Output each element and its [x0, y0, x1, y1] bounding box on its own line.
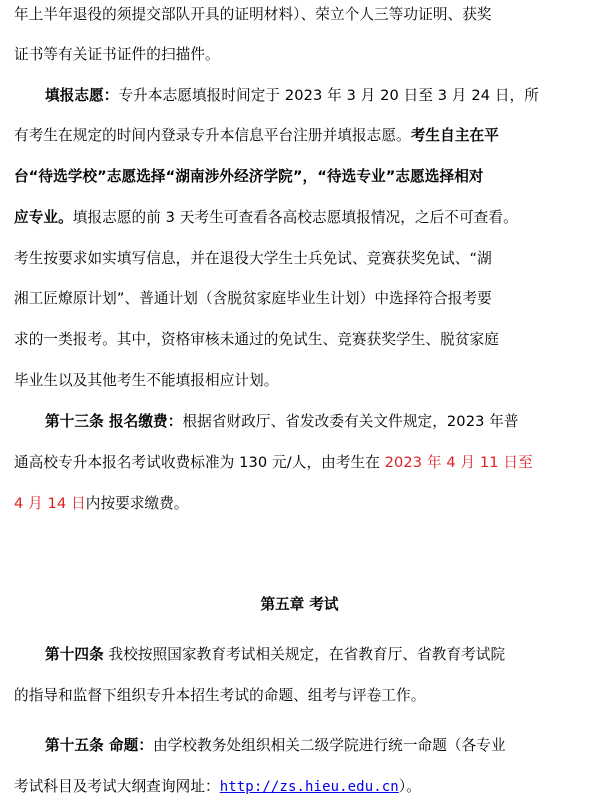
body-text: 考生按要求如实填写信息，并在退役大学生士兵免试、竞赛获奖免试、“湖: [14, 250, 492, 267]
paragraph-line: [14, 46, 220, 64]
paragraph-line: [14, 127, 499, 145]
highlighted-date: 2023 年 4 月 11 日至: [384, 454, 533, 471]
body-text: 证书等有关证书证件的扫描件。: [14, 46, 220, 63]
body-text: 湘工匠燎原计划”、普通计划（含脱贫家庭毕业生计划）中选择符合报考要: [14, 290, 492, 307]
paragraph-line: [45, 413, 519, 431]
paragraph-line: [14, 290, 492, 308]
body-text: 我校按照国家教育考试相关规定，在省教育厅、省教育考试院: [103, 646, 506, 663]
bold-text: 考生自主在平: [410, 127, 499, 144]
article-heading: 第十五条 命题：: [45, 737, 154, 754]
section-heading: 填报志愿：: [45, 87, 119, 104]
body-text: 专升本志愿填报时间定于 2023 年 3 月 20 日至 3 月 24 日，所: [118, 87, 539, 104]
highlighted-date: 4 月 14 日: [14, 495, 86, 512]
article-heading: 第十三条 报名缴费：: [45, 413, 183, 430]
body-text: 有考生在规定的时间内登录专升本信息平台注册并填报志愿。: [14, 127, 411, 144]
body-text: 根据省财政厅、省发改委有关文件规定，2023 年普: [182, 413, 519, 430]
paragraph-line: [45, 737, 506, 755]
paragraph-line: [14, 687, 425, 705]
body-text: 毕业生以及其他考生不能填报相应计划。: [14, 372, 279, 389]
body-text: 年上半年退役的须提交部队开具的证明材料）、荣立个人三等功证明、获奖: [14, 6, 492, 23]
body-text: 内按要求缴费。: [85, 495, 189, 512]
article-heading: 第十四条: [45, 646, 104, 663]
paragraph-line: [14, 250, 492, 268]
paragraph-line: [14, 6, 492, 24]
body-text: 求的一类报考。其中，资格审核未通过的免试生、竞赛获奖学生、脱贫家庭: [14, 331, 499, 348]
bold-text: 应专业。: [14, 209, 73, 226]
paragraph-line: [14, 454, 533, 472]
paragraph-line: [14, 372, 279, 390]
body-text: 填报志愿的前 3 天考生可查看各高校志愿填报情况，之后不可查看。: [72, 209, 518, 226]
body-text: ）。: [398, 778, 421, 795]
paragraph-line: [45, 87, 539, 105]
paragraph-line: [14, 778, 421, 796]
paragraph-line: [14, 168, 484, 186]
paragraph-line: [14, 331, 499, 349]
bold-text: 台“待选学校”志愿选择“湖南涉外经济学院”，“待选专业”志愿选择相对: [14, 168, 484, 185]
exam-info-link[interactable]: http://zs.hieu.edu.cn: [219, 779, 399, 795]
chapter-title: 第五章 考试: [260, 596, 339, 613]
paragraph-line: [14, 209, 518, 227]
paragraph-line: [14, 495, 189, 513]
paragraph-line: [45, 646, 505, 664]
body-text: 考试科目及考试大纲查询网址：: [14, 778, 220, 795]
body-text: 通高校专升本报名考试收费标准为 130 元/人，由考生在: [14, 454, 385, 471]
body-text: 由学校教务处组织相关二级学院进行统一命题（各专业: [153, 737, 506, 754]
body-text: 的指导和监督下组织专升本招生考试的命题、组考与评卷工作。: [14, 687, 426, 704]
